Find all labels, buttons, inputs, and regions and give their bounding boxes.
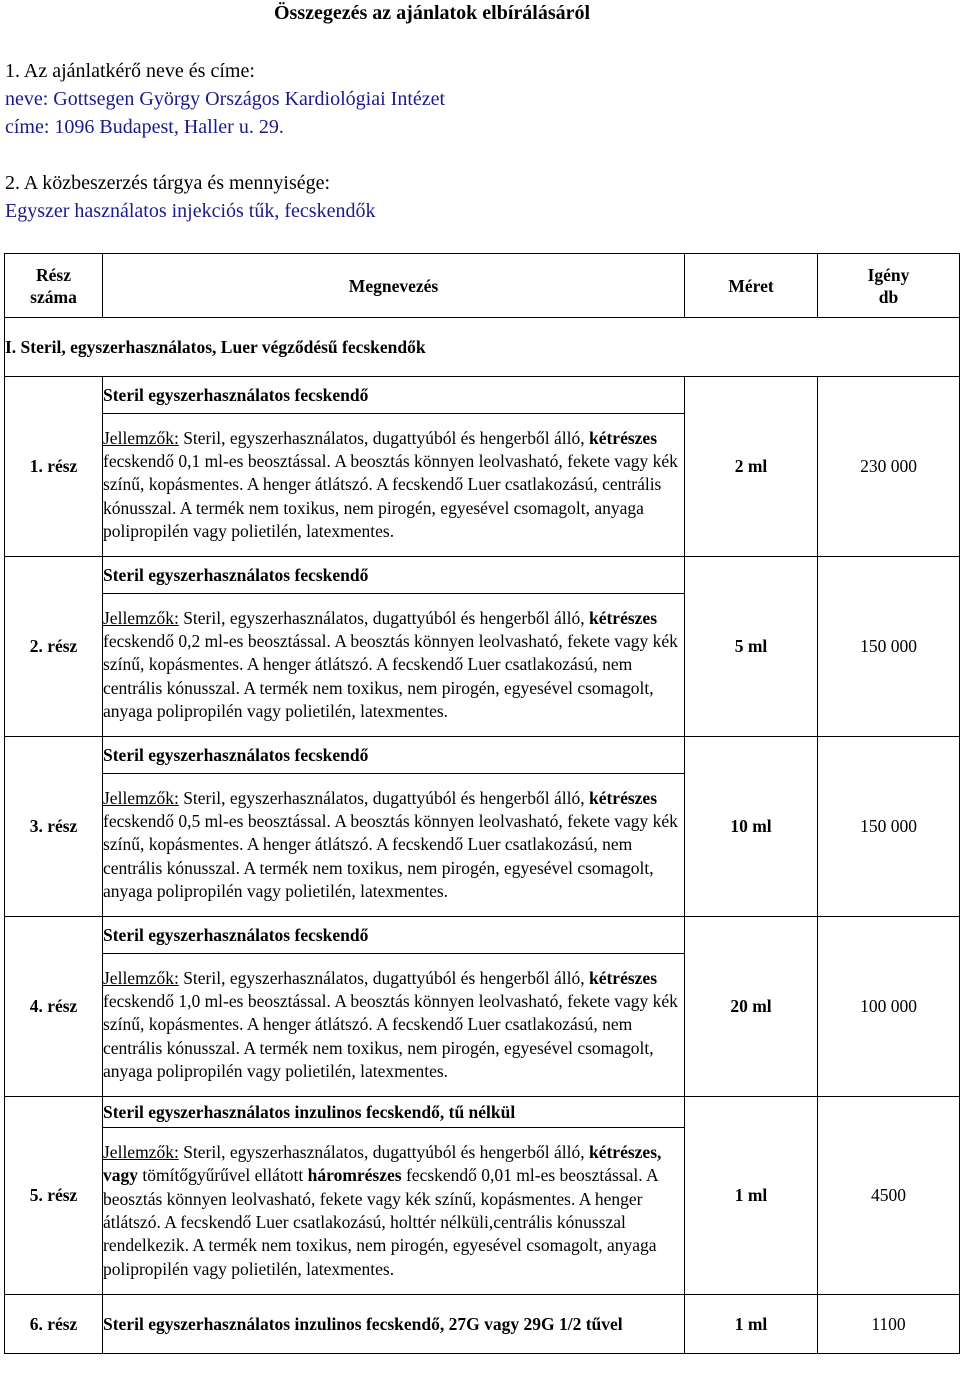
item-name: Steril egyszerhasználatos fecskendő: [103, 377, 685, 414]
items-table: [4, 253, 960, 1354]
item-description: Jellemzők: Steril, egyszerhasználatos, dugattyúból és hengerből álló, kétrészes fecskendő 0,5 ml-es beosztással. A beosztás könnyen leolvasható, fekete vagy kék színű, kopásmentes. A henger átlátszó. A fecskendő Luer csatlakozású, nem centrális kónusszal. A termék nem toxikus, nem pirogén, egyesével csomagolt, anyaga polipropilén vagy polietilén, latexmentes.: [103, 774, 685, 917]
document-title: Összegezés az ajánlatok elbírálásáról: [274, 2, 591, 24]
item-size: 20 ml: [685, 917, 818, 1097]
header-part: Rész száma: [5, 254, 103, 318]
table-row: [5, 557, 960, 594]
part-number: 2. rész: [5, 557, 103, 737]
item-quantity: 150 000: [818, 557, 960, 737]
group-title: I. Steril, egyszerhasználatos, Luer végződésű fecskendők: [5, 318, 960, 377]
item-description: Jellemzők: Steril, egyszerhasználatos, dugattyúból és hengerből álló, kétrészes fecskendő 1,0 ml-es beosztással. A beosztás könnyen leolvasható, fekete vagy kék színű, kopásmentes. A henger átlátszó. A fecskendő Luer csatlakozású, nem centrális kónusszal. A termék nem toxikus, nem pirogén, egyesével csomagolt, anyaga polipropilén vagy polietilén, latexmentes.: [103, 954, 685, 1097]
header-size: Méret: [685, 254, 818, 318]
table-row: [5, 737, 960, 774]
part-number: 4. rész: [5, 917, 103, 1097]
item-size: 1 ml: [685, 1097, 818, 1295]
item-quantity: 100 000: [818, 917, 960, 1097]
group-title-row: [5, 318, 960, 377]
procurement-subject: Egyszer használatos injekciós tűk, fecskendők: [5, 200, 376, 222]
contracting-authority-address: címe: 1096 Budapest, Haller u. 29.: [5, 116, 284, 138]
part-number: 3. rész: [5, 737, 103, 917]
item-size: 2 ml: [685, 377, 818, 557]
item-name: Steril egyszerhasználatos inzulinos fecskendő, tű nélkül: [103, 1097, 685, 1128]
section1-heading: 1. Az ajánlatkérő neve és címe:: [5, 60, 255, 82]
header-name: Megnevezés: [103, 254, 685, 318]
item-quantity: 1100: [818, 1295, 960, 1354]
item-quantity: 150 000: [818, 737, 960, 917]
item-description: Jellemzők: Steril, egyszerhasználatos, dugattyúból és hengerből álló, kétrészes fecskendő 0,2 ml-es beosztással. A beosztás könnyen leolvasható, fekete vagy kék színű, kopásmentes. A henger átlátszó. A fecskendő Luer csatlakozású, nem centrális kónusszal. A termék nem toxikus, nem pirogén, egyesével csomagolt, anyaga polipropilén vagy polietilén, latexmentes.: [103, 594, 685, 737]
item-quantity: 230 000: [818, 377, 960, 557]
table-row: [5, 1097, 960, 1128]
item-size: 1 ml: [685, 1295, 818, 1354]
part-number: 5. rész: [5, 1097, 103, 1295]
item-name: Steril egyszerhasználatos inzulinos fecskendő, 27G vagy 29G 1/2 tűvel: [103, 1295, 685, 1354]
item-description: Jellemzők: Steril, egyszerhasználatos, dugattyúból és hengerből álló, kétrészes fecskendő 0,1 ml-es beosztással. A beosztás könnyen leolvasható, fekete vagy kék színű, kopásmentes. A henger átlátszó. A fecskendő Luer csatlakozású, centrális kónusszal. A termék nem toxikus, nem pirogén, egyesével csomagolt, anyaga polipropilén vagy polietilén, latexmentes.: [103, 414, 685, 557]
item-name: Steril egyszerhasználatos fecskendő: [103, 737, 685, 774]
table-row: [5, 1295, 960, 1354]
table-row: [5, 917, 960, 954]
table-header-row: [5, 254, 960, 318]
item-name: Steril egyszerhasználatos fecskendő: [103, 557, 685, 594]
header-qty: Igény db: [818, 254, 960, 318]
item-description: Jellemzők: Steril, egyszerhasználatos, dugattyúból és hengerből álló, kétrészes, vagy tömítőgyűrűvel ellátott háromrészes fecskendő 0,01 ml-es beosztással. A beosztás könnyen leolvasható, fekete vagy kék színű, kopásmentes. A henger átlátszó. A fecskendő Luer csatlakozású, holttér nélküli,centrális kónusszal rendelkezik. A termék nem toxikus, nem pirogén, egyesével csomagolt, anyaga polipropilén vagy polietilén, latexmentes.: [103, 1128, 685, 1295]
item-name: Steril egyszerhasználatos fecskendő: [103, 917, 685, 954]
contracting-authority-name: neve: Gottsegen György Országos Kardiológiai Intézet: [5, 88, 446, 110]
part-number: 1. rész: [5, 377, 103, 557]
item-size: 5 ml: [685, 557, 818, 737]
item-quantity: 4500: [818, 1097, 960, 1295]
part-number: 6. rész: [5, 1295, 103, 1354]
item-size: 10 ml: [685, 737, 818, 917]
section2-heading: 2. A közbeszerzés tárgya és mennyisége:: [5, 172, 331, 194]
table-row: [5, 377, 960, 414]
